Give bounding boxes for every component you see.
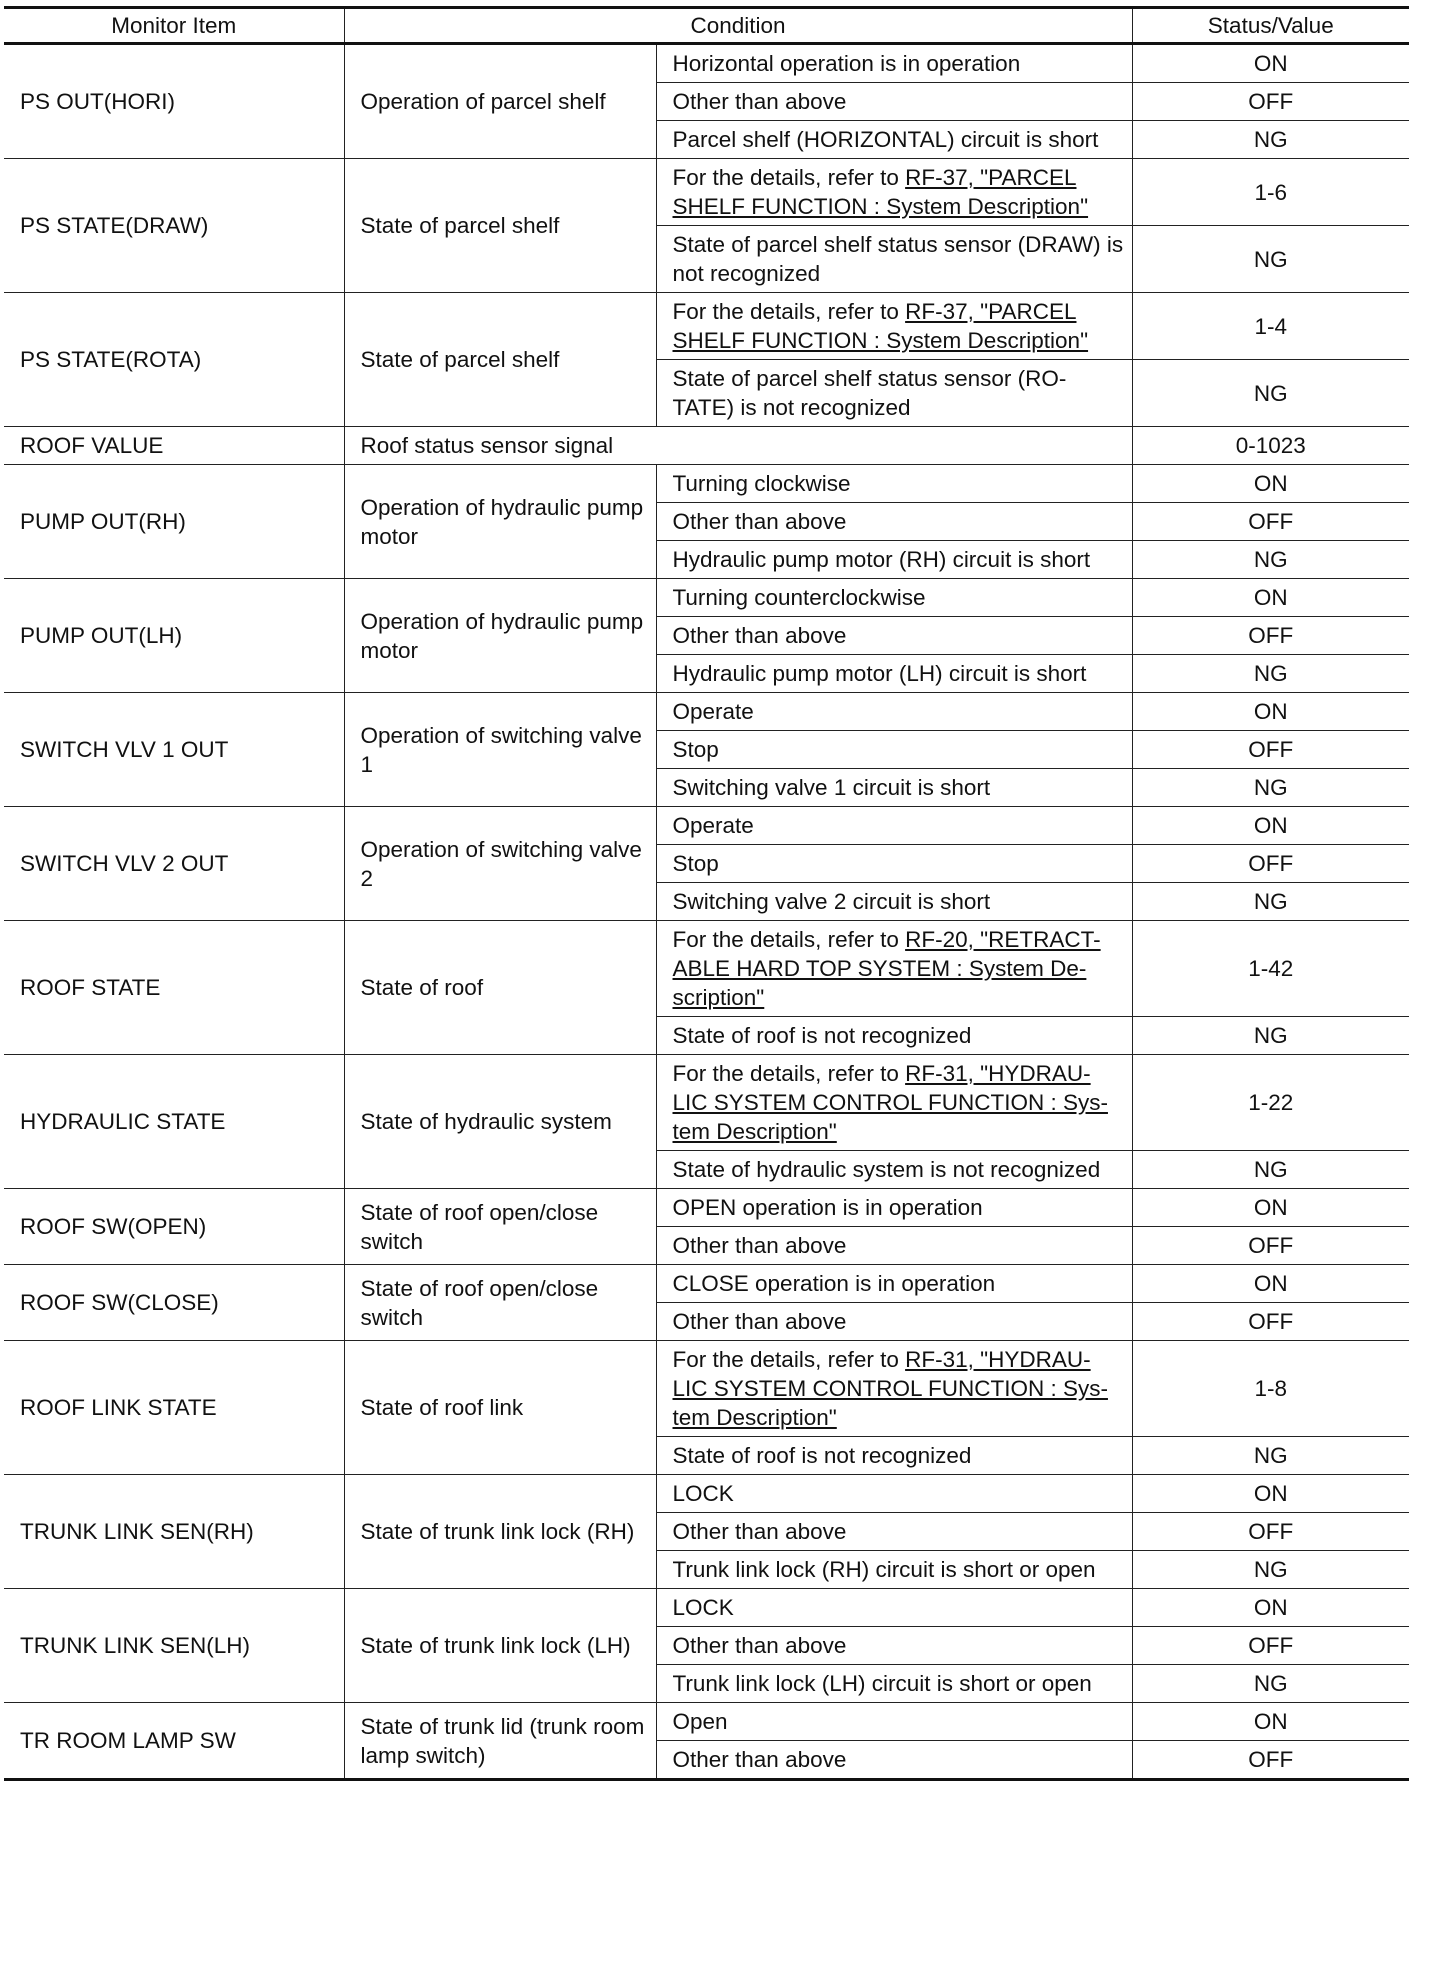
condition-cell: State of trunk link lock (LH)	[344, 1589, 656, 1703]
condition-detail-cell: State of parcel shelf status sensor (DRAW) is not recognized	[656, 226, 1132, 293]
status-value-cell: NG	[1132, 226, 1409, 293]
condition-detail-cell: Stop	[656, 845, 1132, 883]
status-value-cell: ON	[1132, 44, 1409, 83]
detail-prefix: For the details, refer to	[672, 1347, 906, 1372]
condition-detail-cell: OPEN operation is in operation	[656, 1189, 1132, 1227]
status-value-cell: OFF	[1132, 1227, 1409, 1265]
table-row	[4, 1055, 1409, 1151]
reference-link[interactable]: RF-31, "HYDRAU-LIC SYSTEM CONTROL FUNCTION : Sys-tem Description"	[672, 1347, 1108, 1430]
status-value-cell: 1-42	[1132, 921, 1409, 1017]
status-value-cell: NG	[1132, 1151, 1409, 1189]
table-row	[4, 1589, 1409, 1627]
status-value-cell: OFF	[1132, 1513, 1409, 1551]
condition-detail-cell: Operate	[656, 807, 1132, 845]
condition-detail-cell: Parcel shelf (HORIZONTAL) circuit is short	[656, 121, 1132, 159]
table-row	[4, 921, 1409, 1017]
status-value-cell: 1-4	[1132, 293, 1409, 360]
condition-cell: Operation of switching valve 1	[344, 693, 656, 807]
status-value-cell: OFF	[1132, 845, 1409, 883]
condition-detail-cell: Switching valve 1 circuit is short	[656, 769, 1132, 807]
table-row	[4, 293, 1409, 360]
condition-detail-cell: Trunk link lock (RH) circuit is short or open	[656, 1551, 1132, 1589]
table-row	[4, 159, 1409, 226]
status-value-cell: NG	[1132, 883, 1409, 921]
status-value-cell: OFF	[1132, 1303, 1409, 1341]
condition-cell: State of parcel shelf	[344, 293, 656, 427]
status-value-cell: NG	[1132, 360, 1409, 427]
condition-detail-cell: LOCK	[656, 1589, 1132, 1627]
status-value-cell: OFF	[1132, 1741, 1409, 1780]
status-value-cell: ON	[1132, 1589, 1409, 1627]
condition-detail-cell: Hydraulic pump motor (LH) circuit is short	[656, 655, 1132, 693]
status-value-cell: OFF	[1132, 503, 1409, 541]
condition-detail-cell: State of hydraulic system is not recognized	[656, 1151, 1132, 1189]
condition-detail-cell: Horizontal operation is in operation	[656, 44, 1132, 83]
condition-cell: State of hydraulic system	[344, 1055, 656, 1189]
condition-detail-cell: Other than above	[656, 83, 1132, 121]
status-value-cell: NG	[1132, 769, 1409, 807]
condition-detail-cell: Open	[656, 1703, 1132, 1741]
monitor-item-cell: ROOF VALUE	[4, 427, 344, 465]
status-value-cell: NG	[1132, 1437, 1409, 1475]
condition-cell: Operation of parcel shelf	[344, 44, 656, 159]
condition-detail-cell: Other than above	[656, 617, 1132, 655]
table-row	[4, 1189, 1409, 1227]
monitor-item-table	[4, 6, 1409, 1781]
status-value-cell: 1-6	[1132, 159, 1409, 226]
monitor-item-cell: PS STATE(ROTA)	[4, 293, 344, 427]
condition-cell: State of roof open/close switch	[344, 1189, 656, 1265]
status-value-cell: ON	[1132, 1189, 1409, 1227]
condition-detail-cell: State of roof is not recognized	[656, 1437, 1132, 1475]
status-value-cell: NG	[1132, 1017, 1409, 1055]
monitor-item-cell: TR ROOM LAMP SW	[4, 1703, 344, 1780]
status-value-cell: NG	[1132, 1551, 1409, 1589]
status-value-cell: OFF	[1132, 617, 1409, 655]
table-row	[4, 1341, 1409, 1437]
monitor-item-cell: ROOF SW(CLOSE)	[4, 1265, 344, 1341]
condition-detail-cell: Hydraulic pump motor (RH) circuit is short	[656, 541, 1132, 579]
monitor-item-cell: HYDRAULIC STATE	[4, 1055, 344, 1189]
condition-cell: Roof status sensor signal	[344, 427, 1132, 465]
table-row	[4, 427, 1409, 465]
status-value-cell: ON	[1132, 693, 1409, 731]
status-value-cell: NG	[1132, 541, 1409, 579]
header-status-value: Status/Value	[1132, 8, 1409, 44]
detail-prefix: For the details, refer to	[672, 1061, 906, 1086]
table-row	[4, 1475, 1409, 1513]
detail-prefix: For the details, refer to	[672, 165, 906, 190]
status-value-cell: OFF	[1132, 731, 1409, 769]
condition-detail-cell	[656, 293, 1132, 360]
reference-link[interactable]: RF-37, "PARCEL SHELF FUNCTION : System Description"	[672, 165, 1089, 219]
monitor-item-cell: SWITCH VLV 2 OUT	[4, 807, 344, 921]
monitor-item-cell: ROOF STATE	[4, 921, 344, 1055]
condition-detail-cell: LOCK	[656, 1475, 1132, 1513]
condition-detail-cell: State of roof is not recognized	[656, 1017, 1132, 1055]
status-value-cell: NG	[1132, 655, 1409, 693]
condition-detail-cell: Other than above	[656, 503, 1132, 541]
condition-detail-cell	[656, 1055, 1132, 1151]
reference-link[interactable]: RF-31, "HYDRAU-LIC SYSTEM CONTROL FUNCTION : Sys-tem Description"	[672, 1061, 1108, 1144]
table-row	[4, 1265, 1409, 1303]
status-value-cell: ON	[1132, 465, 1409, 503]
condition-detail-cell: Other than above	[656, 1741, 1132, 1780]
condition-cell: State of roof	[344, 921, 656, 1055]
condition-detail-cell: Switching valve 2 circuit is short	[656, 883, 1132, 921]
status-value-cell: 1-22	[1132, 1055, 1409, 1151]
condition-cell: Operation of hydraulic pump motor	[344, 465, 656, 579]
condition-detail-cell: Trunk link lock (LH) circuit is short or open	[656, 1665, 1132, 1703]
status-value-cell: ON	[1132, 1265, 1409, 1303]
condition-detail-cell	[656, 159, 1132, 226]
condition-detail-cell: Other than above	[656, 1513, 1132, 1551]
monitor-item-cell: SWITCH VLV 1 OUT	[4, 693, 344, 807]
monitor-item-cell: PS STATE(DRAW)	[4, 159, 344, 293]
reference-link[interactable]: RF-20, "RETRACT-ABLE HARD TOP SYSTEM : System De-scription"	[672, 927, 1101, 1010]
condition-detail-cell	[656, 1341, 1132, 1437]
status-value-cell: ON	[1132, 1475, 1409, 1513]
condition-detail-cell	[656, 921, 1132, 1017]
table-body	[4, 44, 1409, 1780]
header-condition: Condition	[344, 8, 1132, 44]
condition-detail-cell: Other than above	[656, 1627, 1132, 1665]
monitor-item-cell: PUMP OUT(LH)	[4, 579, 344, 693]
condition-detail-cell: Other than above	[656, 1227, 1132, 1265]
status-value-cell: ON	[1132, 1703, 1409, 1741]
condition-detail-cell: Other than above	[656, 1303, 1132, 1341]
condition-detail-cell: State of parcel shelf status sensor (RO-TATE) is not recognized	[656, 360, 1132, 427]
condition-cell: Operation of switching valve 2	[344, 807, 656, 921]
monitor-item-cell: TRUNK LINK SEN(LH)	[4, 1589, 344, 1703]
condition-cell: State of trunk link lock (RH)	[344, 1475, 656, 1589]
condition-detail-cell: Turning counterclockwise	[656, 579, 1132, 617]
table-row	[4, 1703, 1409, 1741]
table-row	[4, 693, 1409, 731]
monitor-item-cell: ROOF LINK STATE	[4, 1341, 344, 1475]
condition-cell: State of roof open/close switch	[344, 1265, 656, 1341]
header-monitor-item: Monitor Item	[4, 8, 344, 44]
condition-cell: Operation of hydraulic pump motor	[344, 579, 656, 693]
status-value-cell: 0-1023	[1132, 427, 1409, 465]
table-row	[4, 465, 1409, 503]
status-value-cell: NG	[1132, 1665, 1409, 1703]
condition-cell: State of trunk lid (trunk room lamp switch)	[344, 1703, 656, 1780]
condition-detail-cell: Stop	[656, 731, 1132, 769]
header-row	[4, 8, 1409, 44]
condition-detail-cell: CLOSE operation is in operation	[656, 1265, 1132, 1303]
table-row	[4, 807, 1409, 845]
monitor-item-cell: ROOF SW(OPEN)	[4, 1189, 344, 1265]
monitor-item-cell: PUMP OUT(RH)	[4, 465, 344, 579]
detail-prefix: For the details, refer to	[672, 299, 906, 324]
table-row	[4, 579, 1409, 617]
condition-cell: State of parcel shelf	[344, 159, 656, 293]
monitor-table-container	[4, 6, 1409, 1781]
monitor-item-cell: TRUNK LINK SEN(RH)	[4, 1475, 344, 1589]
status-value-cell: OFF	[1132, 83, 1409, 121]
detail-prefix: For the details, refer to	[672, 927, 906, 952]
status-value-cell: OFF	[1132, 1627, 1409, 1665]
table-row	[4, 44, 1409, 83]
condition-detail-cell: Operate	[656, 693, 1132, 731]
monitor-item-cell: PS OUT(HORI)	[4, 44, 344, 159]
reference-link[interactable]: RF-37, "PARCEL SHELF FUNCTION : System Description"	[672, 299, 1089, 353]
status-value-cell: 1-8	[1132, 1341, 1409, 1437]
status-value-cell: ON	[1132, 807, 1409, 845]
condition-detail-cell: Turning clockwise	[656, 465, 1132, 503]
status-value-cell: ON	[1132, 579, 1409, 617]
status-value-cell: NG	[1132, 121, 1409, 159]
condition-cell: State of roof link	[344, 1341, 656, 1475]
